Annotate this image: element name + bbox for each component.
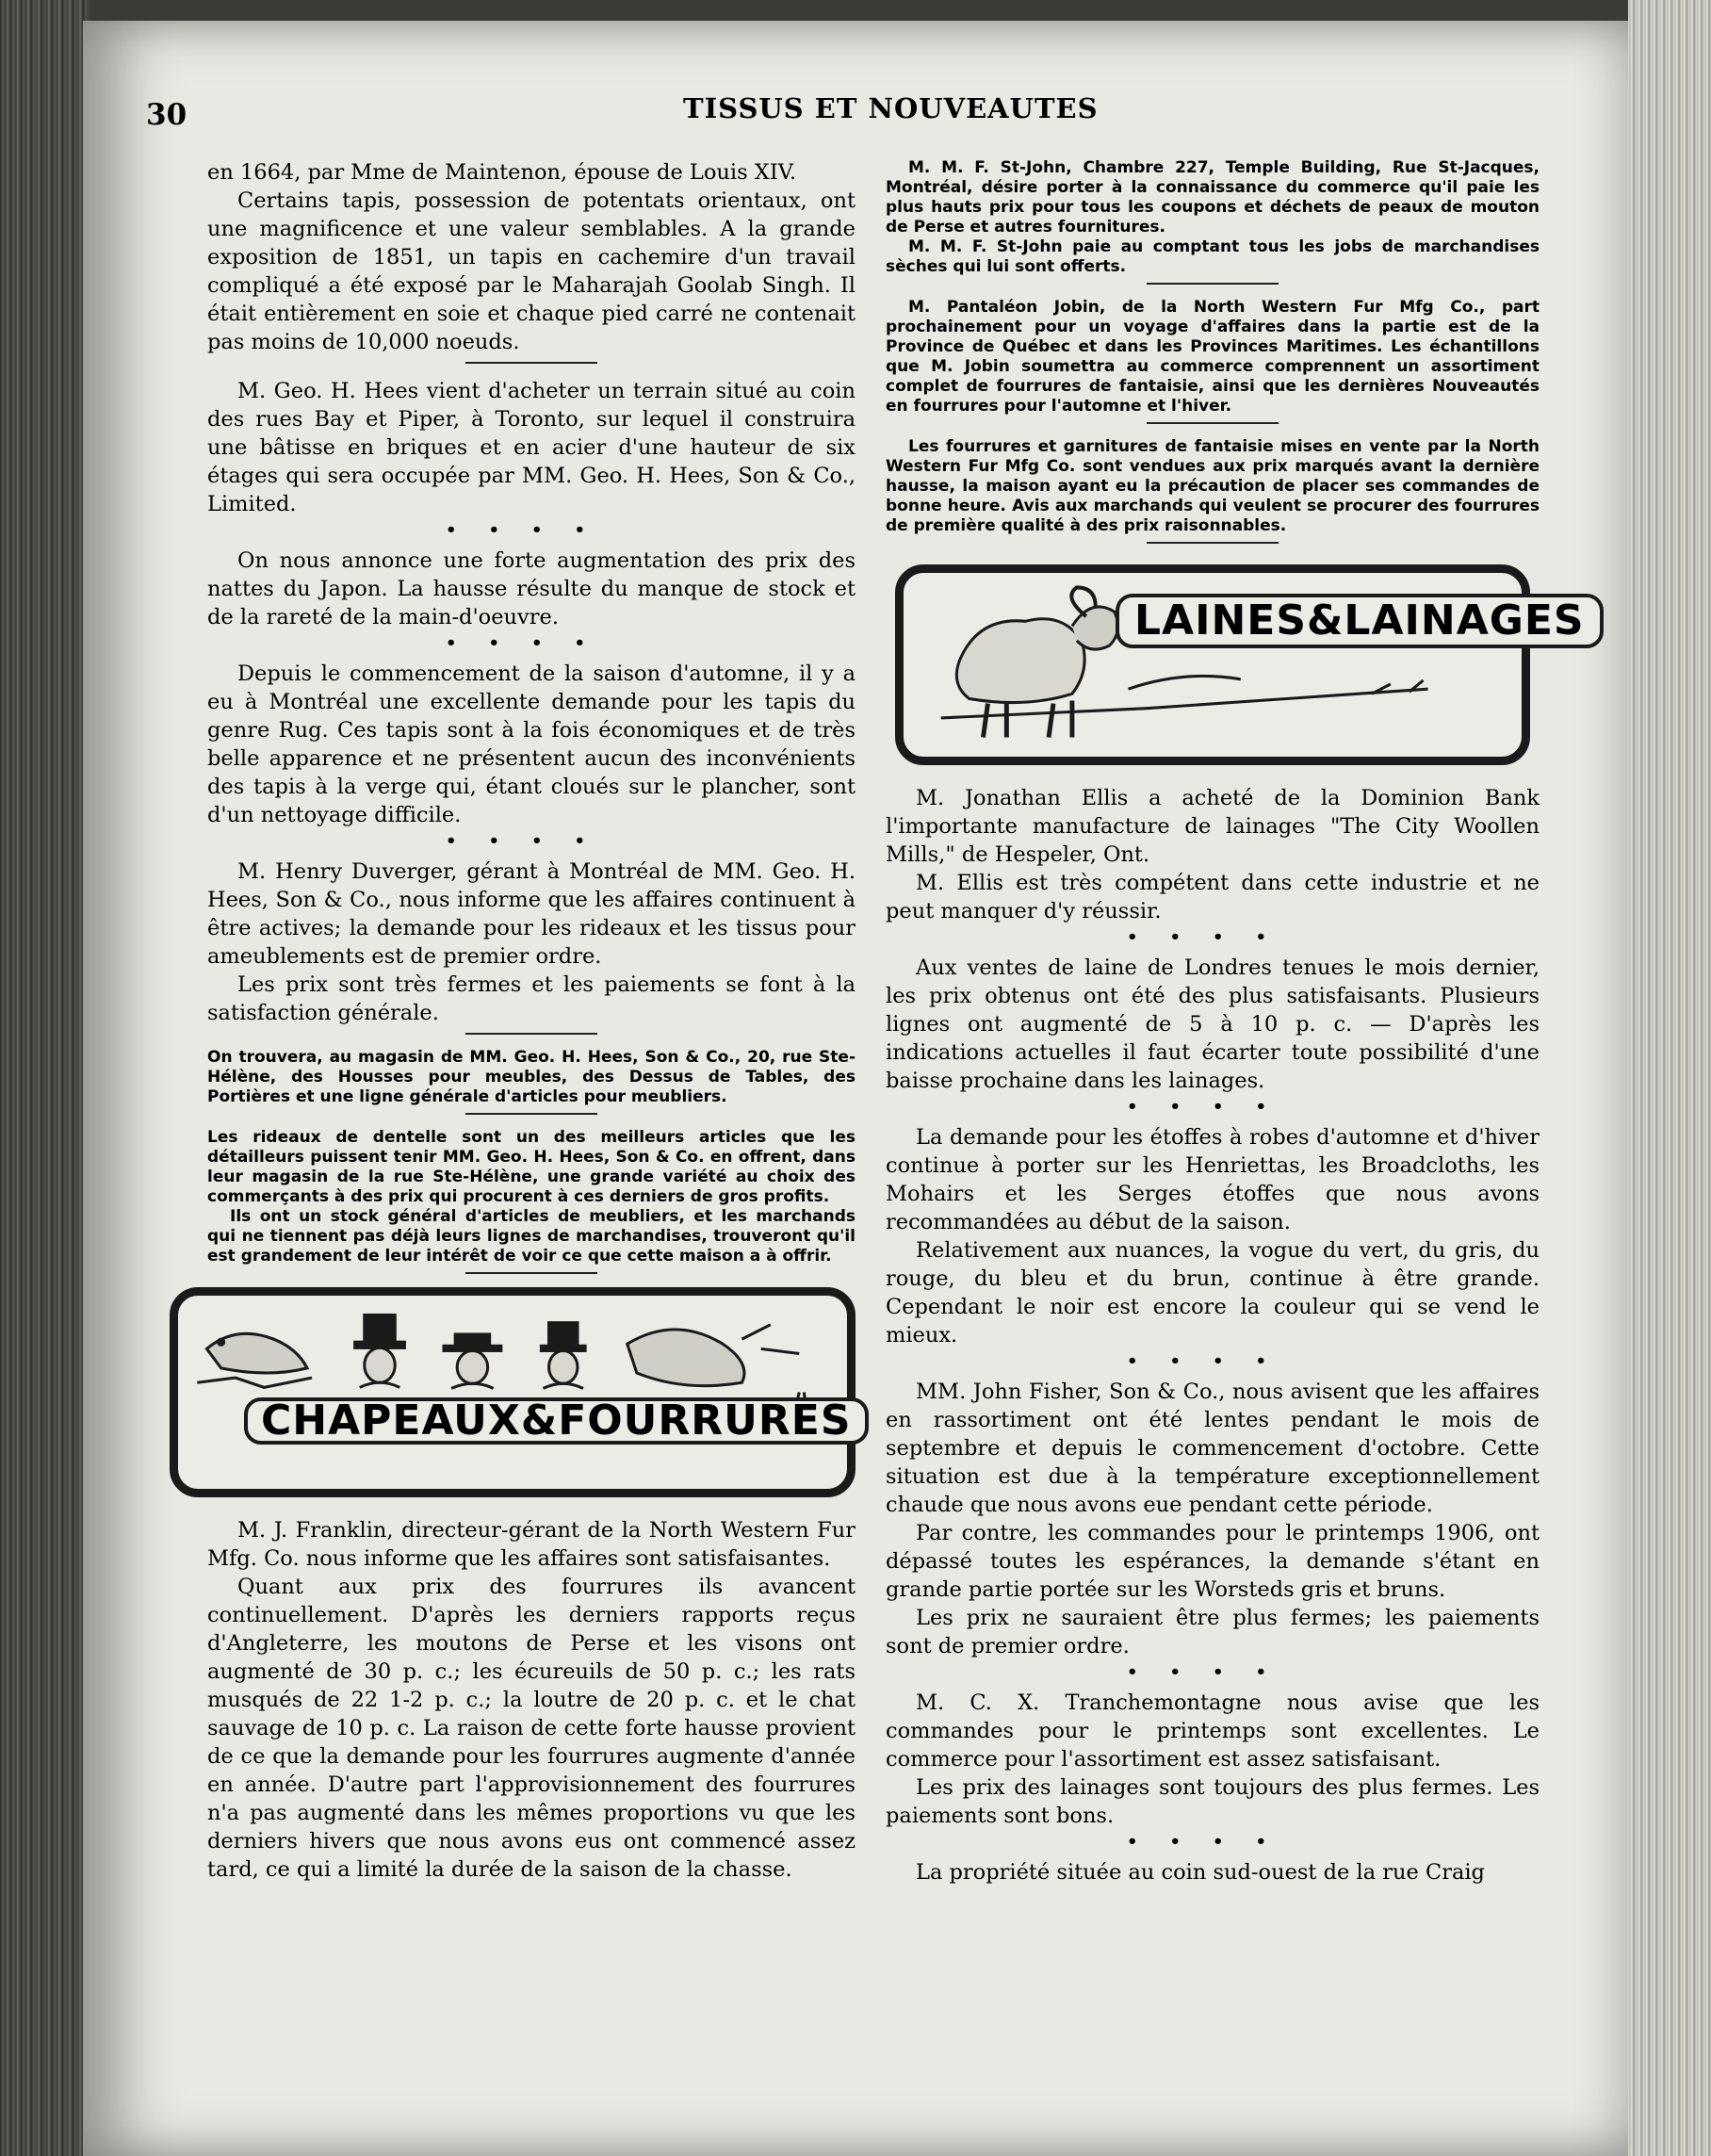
separator-dots: •••• [445, 520, 618, 540]
paragraph: M. C. X. Tranchemontagne nous avise que les commandes pour le printemps sont excellentes. Le commerce pour l'assortiment est assez satisfaisant. [886, 1690, 1540, 1772]
divider [465, 1272, 597, 1274]
notice-paragraph: M. M. F. St-John paie au comptant tous les jobs de marchandises sèches qui lui sont offerts. [886, 237, 1540, 276]
divider [465, 1033, 597, 1035]
notice-paragraph: M. M. F. St-John, Chambre 227, Temple Building, Rue St-Jacques, Montréal, désire porter à la connaissance du commerce qu'il paie les plus hauts prix pour tous les coupons et déchets de peaux de mouton de Perse et autres fournitures. [886, 158, 1540, 237]
paragraph: Certains tapis, possession de potentats orientaux, ont une magnificence et une valeur semblables. A la grande exposition de 1851, un tapis en cachemire d'un travail compliqué a été exposé par le Maharajah Goolab Singh. Il était entièrement en soie et chaque pied carré ne contenait pas moins de 10,000 noeuds. [207, 188, 856, 354]
paragraph: La demande pour les étoffes à robes d'automne et d'hiver continue à porter sur les Henriettas, les Broadcloths, les Mohairs et les Serges étoffes que nous avons recommandées au début de la saison. [886, 1125, 1540, 1234]
paragraph: Par contre, les commandes pour le printemps 1906, ont dépassé toutes les espérances, la demande s'étant en grande partie portée sur les Worsteds gris et bruns. [886, 1521, 1540, 1602]
paragraph: M. Henry Duverger, gérant à Montréal de MM. Geo. H. Hees, Son & Co., nous informe que les affaires continuent à être actives; la demande pour les rideaux et les tissus pour ameublements est de premier ordre. [207, 859, 856, 969]
separator-dots: •••• [1126, 1662, 1299, 1682]
notice-paragraph: On trouvera, au magasin de MM. Geo. H. Hees, Son & Co., 20, rue Ste-Hélène, des Housses pour meubles, des Dessus de Tables, des Portières et une ligne générale d'articles pour meubliers. [207, 1048, 856, 1106]
paragraph: M. Geo. H. Hees vient d'acheter un terrain situé au coin des rues Bay et Piper, à Toronto, sur lequel il construira une bâtisse en briques et en acier d'une hauteur de six étages qui sera occupée par MM. Geo. H. Hees, Son & Co., Limited. [207, 379, 856, 516]
paragraph: Aux ventes de laine de Londres tenues le mois dernier, les prix obtenus ont été des plus satisfaisants. Plusieurs lignes ont augmenté de 5 à 10 p. c. — D'après les indications actuelles il faut écarter toute possibilité d'une baisse prochaine dans les lainages. [886, 956, 1540, 1093]
page-number: 30 [146, 98, 187, 132]
separator-dots: •••• [1126, 1351, 1299, 1371]
divider [1147, 283, 1279, 285]
paragraph: On nous annonce une forte augmentation des prix des nattes du Japon. La hausse résulte du manque de stock et de la rareté de la main-d'oeuvre. [207, 548, 856, 629]
paragraph: Quant aux prix des fourrures ils avancent continuellement. D'après les derniers rapports reçus d'Angleterre, les moutons de Perse et les visons ont augmenté de 30 p. c.; les écureuils de 50 p. c.; les rats musqués de 22 1-2 p. c.; la loutre de 20 p. c. et le chat sauvage de 10 p. c. La raison de cette forte hausse provient de ce que la demande pour les fourrures augmente d'année en année. D'autre part l'approvisionnement des fourrures n'a pas augmenté dans les mêmes proportions vu que les derniers hivers que nous avons eus ont commencé assez tard, ce qui a limité la durée de la saison de la chasse. [207, 1575, 856, 1882]
book-binding [0, 0, 90, 2156]
paragraph: Relativement aux nuances, la vogue du vert, du gris, du rouge, du bleu et du brun, continue à être grande. Cependant le noir est encore la couleur qui se vend le mieux. [886, 1238, 1540, 1348]
notice-paragraph: M. Pantaléon Jobin, de la North Western Fur Mfg Co., part prochainement pour un voyage d'affaires dans la partie est de la Province de Québec et dans les Provinces Maritimes. Les échantillons que M. Jobin soumettra au commerce comprennent un assortiment complet de fourrures de fantaisie, ainsi que les dernières Nouveautés en fourrures pour l'automne et l'hiver. [886, 298, 1540, 416]
paragraph: M. Jonathan Ellis a acheté de la Dominion Bank l'importante manufacture de lainages "The City Woollen Mills," de Hespeler, Ont. [886, 786, 1540, 867]
notice-paragraph: Les rideaux de dentelle sont un des meilleurs articles que les détailleurs puissent tenir MM. Geo. H. Hees, Son & Co. en offrent, dans leur magasin de la rue Ste-Hélène, une grande variété au choix des commerçants à des prix qui procurent à ces derniers de gros profits. [207, 1128, 856, 1206]
page-edges [1628, 0, 1711, 2156]
notice-paragraph: Ils ont un stock général d'articles de meubliers, et les marchands qui ne tiennent pas déjà leurs lignes de marchandises, trouveront qu'il est grandement de leur intérêt de voir ce que cette maison a à offrir. [207, 1207, 856, 1266]
running-title: TISSUS ET NOUVEAUTES [683, 92, 1099, 124]
paragraph: en 1664, par Mme de Maintenon, épouse de Louis XIV. [207, 160, 797, 185]
page-header [146, 87, 1540, 134]
paragraph: Les prix des lainages sont toujours des plus fermes. Les paiements sont bons. [886, 1775, 1540, 1828]
separator-dots: •••• [1126, 927, 1299, 947]
divider [465, 1113, 597, 1115]
separator-dots: •••• [1126, 1832, 1299, 1852]
paragraph: Les prix sont très fermes et les paiements se font à la satisfaction générale. [207, 972, 856, 1025]
paragraph: Depuis le commencement de la saison d'automne, il y a eu à Montréal une excellente demande pour les tapis du genre Rug. Ces tapis sont à la fois économiques et de très belle apparence et ne présentent aucun des inconvénients des tapis à la verge qui, étant cloués sur le plancher, sont d'un nettoyage difficile. [207, 662, 856, 827]
paragraph: La propriété située au coin sud-ouest de la rue Craig [916, 1860, 1485, 1885]
divider [465, 362, 597, 364]
paragraph: Les prix ne sauraient être plus fermes; les paiements sont de premier ordre. [886, 1606, 1540, 1658]
paragraph: M. J. Franklin, directeur-gérant de la North Western Fur Mfg. Co. nous informe que les affaires sont satisfaisantes. [207, 1518, 856, 1571]
chapeaux-fourrures-banner [170, 1287, 856, 1497]
separator-dots: •••• [1126, 1097, 1299, 1117]
paragraph: M. Ellis est très compétent dans cette industrie et ne peut manquer d'y réussir. [886, 871, 1540, 923]
banner-title: LAINES&LAINAGES [1116, 594, 1604, 648]
notice-paragraph: Les fourrures et garnitures de fantaisie mises en vente par la North Western Fur Mfg Co. sont vendues aux prix marqués avant la dernière hausse, la maison ayant eu la précaution de placer ses commandes de bonne heure. Avis aux marchands qui veulent se procurer des fourrures de première qualité à des prix raisonnables. [886, 437, 1540, 535]
right-column [886, 158, 1585, 1886]
separator-dots: •••• [445, 633, 618, 653]
left-column [207, 158, 856, 1884]
laines-lainages-banner [895, 564, 1585, 765]
divider [1147, 542, 1279, 544]
separator-dots: •••• [445, 831, 618, 851]
paragraph: MM. John Fisher, Son & Co., nous avisent que les affaires en rassortiment ont été lentes pendant le mois de septembre et depuis le commencement d'octobre. Cette situation est due à la température exceptionnellement chaude que nous avons eue pendant cette période. [886, 1380, 1540, 1517]
banner-title: CHAPEAUX&FOURRURES [244, 1397, 869, 1445]
divider [1147, 422, 1279, 424]
banner-illustration-icon [178, 1296, 847, 1489]
